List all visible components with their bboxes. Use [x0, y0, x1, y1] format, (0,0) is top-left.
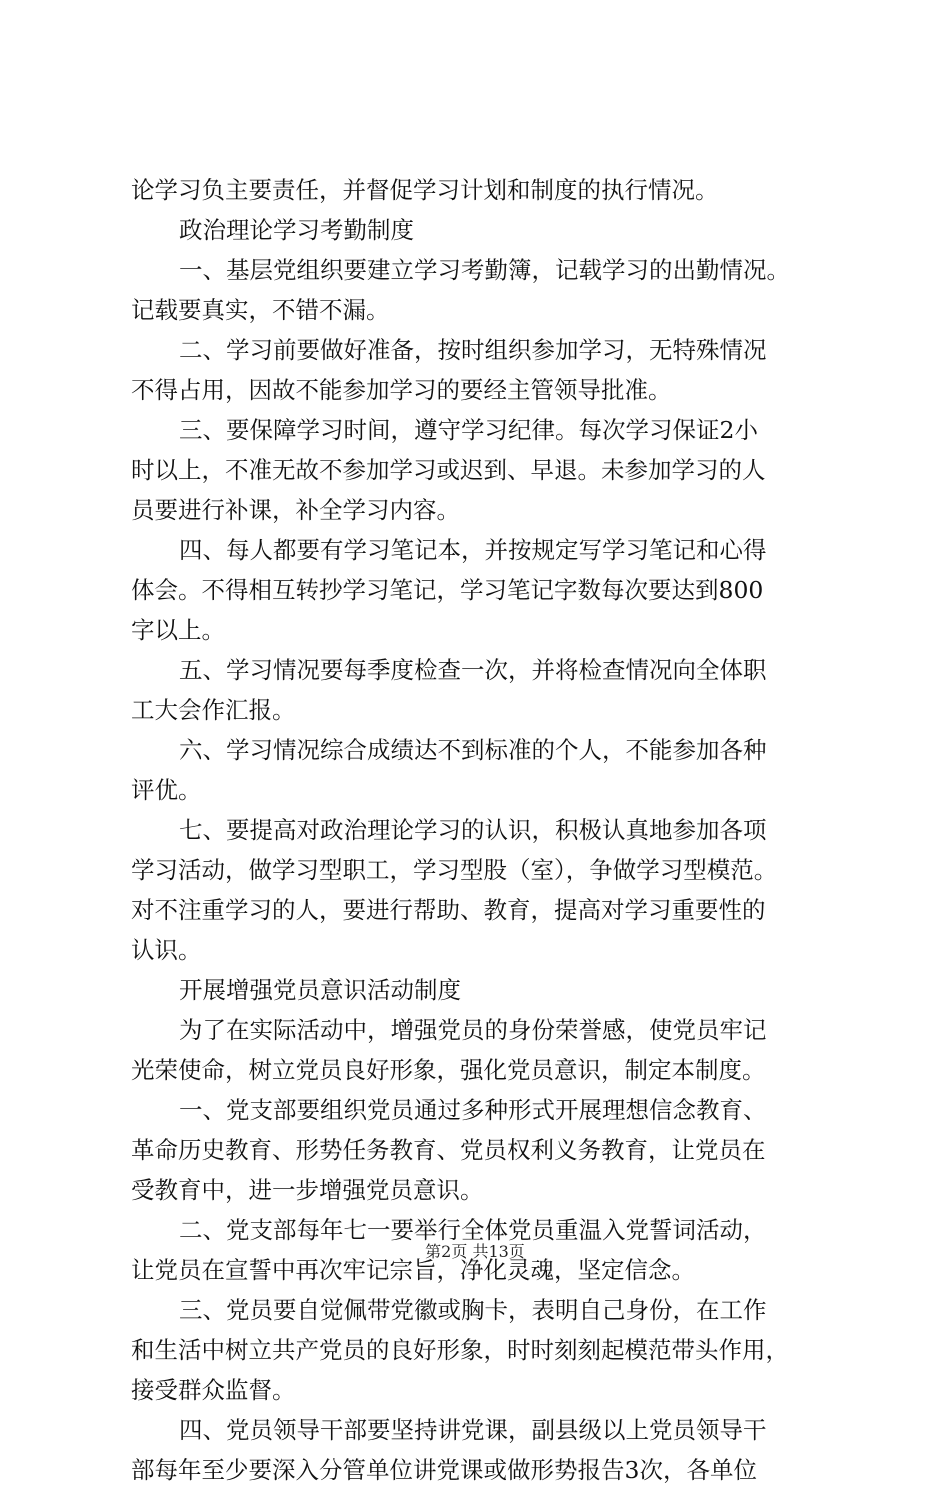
text-line: 不得占用，因故不能参加学习的要经主管领导批准。: [131, 376, 672, 404]
text-line: 和生活中树立共产党员的良好形象，时时刻刻起模范带头作用，: [131, 1336, 789, 1364]
text-line: 时以上，不准无故不参加学习或迟到、早退。未参加学习的人: [131, 456, 766, 484]
text-line: 部每年至少要深入分管单位讲党课或做形势报告3次，各单位: [131, 1456, 757, 1484]
text-line: 五、学习情况要每季度检查一次，并将检查情况向全体职: [179, 656, 767, 684]
text-line: 三、要保障学习时间，遵守学习纪律。每次学习保证2小: [179, 416, 758, 444]
text-line: 一、党支部要组织党员通过多种形式开展理想信念教育、: [179, 1096, 767, 1124]
text-line: 评优。: [131, 776, 202, 804]
text-line: 记载要真实，不错不漏。: [131, 296, 390, 324]
text-line: 接受群众监督。: [131, 1376, 296, 1404]
text-line: 开展增强党员意识活动制度: [179, 976, 461, 1004]
text-line: 受教育中，进一步增强党员意识。: [131, 1176, 484, 1204]
text-line: 字以上。: [131, 616, 225, 644]
document-body: [131, 170, 831, 1490]
text-line: 二、学习前要做好准备，按时组织参加学习，无特殊情况: [179, 336, 767, 364]
text-line: 学习活动，做学习型职工，学习型股（室），争做学习型模范。: [131, 856, 778, 884]
text-line: 认识。: [131, 936, 202, 964]
text-line: 为了在实际活动中，增强党员的身份荣誉感，使党员牢记: [179, 1016, 767, 1044]
text-line: 二、党支部每年七一要举行全体党员重温入党誓词活动，: [179, 1216, 767, 1244]
text-line: 四、每人都要有学习笔记本，并按规定写学习笔记和心得: [179, 536, 767, 564]
text-line: 对不注重学习的人，要进行帮助、教育，提高对学习重要性的: [131, 896, 766, 924]
text-line: 一、基层党组织要建立学习考勤簿，记载学习的出勤情况。: [179, 256, 790, 284]
text-line: 员要进行补课，补全学习内容。: [131, 496, 460, 524]
text-line: 让党员在宣誓中再次牢记宗旨，净化灵魂，坚定信念。: [131, 1256, 695, 1284]
text-line: 光荣使命，树立党员良好形象，强化党员意识，制定本制度。: [131, 1056, 766, 1084]
text-line: 三、党员要自觉佩带党徽或胸卡，表明自己身份，在工作: [179, 1296, 767, 1324]
text-line: 政治理论学习考勤制度: [179, 216, 414, 244]
text-line: 六、学习情况综合成绩达不到标准的个人，不能参加各种: [179, 736, 767, 764]
text-line: 革命历史教育、形势任务教育、党员权利义务教育，让党员在: [131, 1136, 766, 1164]
text-line: 四、党员领导干部要坚持讲党课，副县级以上党员领导干: [179, 1416, 767, 1444]
text-line: 七、要提高对政治理论学习的认识，积极认真地参加各项: [179, 816, 767, 844]
text-line: 工大会作汇报。: [131, 696, 296, 724]
page-footer: 第2页 共13页: [425, 1242, 525, 1261]
text-line: 体会。不得相互转抄学习笔记，学习笔记字数每次要达到800: [131, 576, 764, 604]
text-line: 论学习负主要责任，并督促学习计划和制度的执行情况。: [131, 176, 719, 204]
